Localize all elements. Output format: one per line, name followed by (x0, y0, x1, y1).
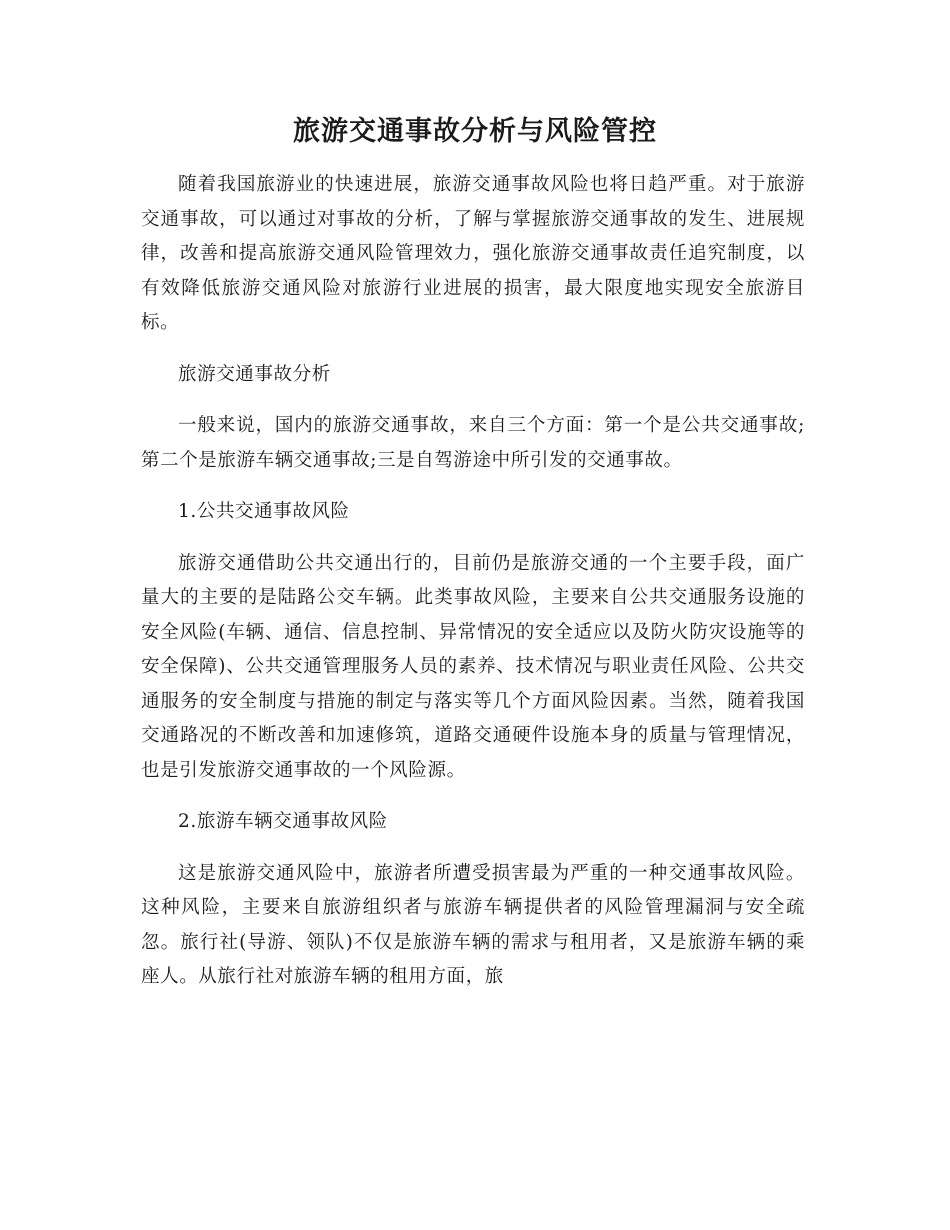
section-heading-tour-vehicle: 2.旅游车辆交通事故风险 (178, 811, 388, 832)
intro-paragraph: 随着我国旅游业的快速进展，旅游交通事故风险也将日趋严重。对于旅游交通事故，可以通过对事故的分析，了解与掌握旅游交通事故的发生、进展规律，改善和提高旅游交通风险管理效力，强化旅游交通事故责任追究制度，以有效降低旅游交通风险对旅游行业进展的损害，最大限度地实现安全旅游目标。 (141, 174, 805, 333)
overview-paragraph: 一般来说，国内的旅游交通事故，来自三个方面：第一个是公共交通事故;第二个是旅游车辆交通事故;三是自驾游途中所引发的交通事故。 (141, 415, 805, 471)
section-heading-analysis: 旅游交通事故分析 (178, 363, 331, 385)
tour-vehicle-paragraph: 这是旅游交通风险中，旅游者所遭受损害最为严重的一种交通事故风险。这种风险，主要来自旅游组织者与旅游车辆提供者的风险管理漏洞与安全疏忽。旅行社(导游、领队)不仅是旅游车辆的需求与租用者，又是旅游车辆的乘座人。从旅行社对旅游车辆的租用方面，旅 (141, 862, 805, 987)
document-title: 旅游交通事故分析与风险管控 (293, 116, 657, 147)
public-transport-paragraph: 旅游交通借助公共交通出行的，目前仍是旅游交通的一个主要手段，面广量大的主要的是陆路公交车辆。此类事故风险，主要来自公共交通服务设施的安全风险(车辆、通信、信息控制、异常情况的安全适应以及防火防灾设施等的安全保障)、公共交通管理服务人员的素养、技术情况与职业责任风险、公共交通服务的安全制度与措施的制定与落实等几个方面风险因素。当然，随着我国交通路况的不断改善和加速修筑，道路交通硬件设施本身的质量与管理情况，也是引发旅游交通事故的一个风险源。 (141, 552, 805, 781)
document-body (141, 168, 805, 1012)
section-heading-public-transport: 1.公共交通事故风险 (178, 501, 350, 522)
